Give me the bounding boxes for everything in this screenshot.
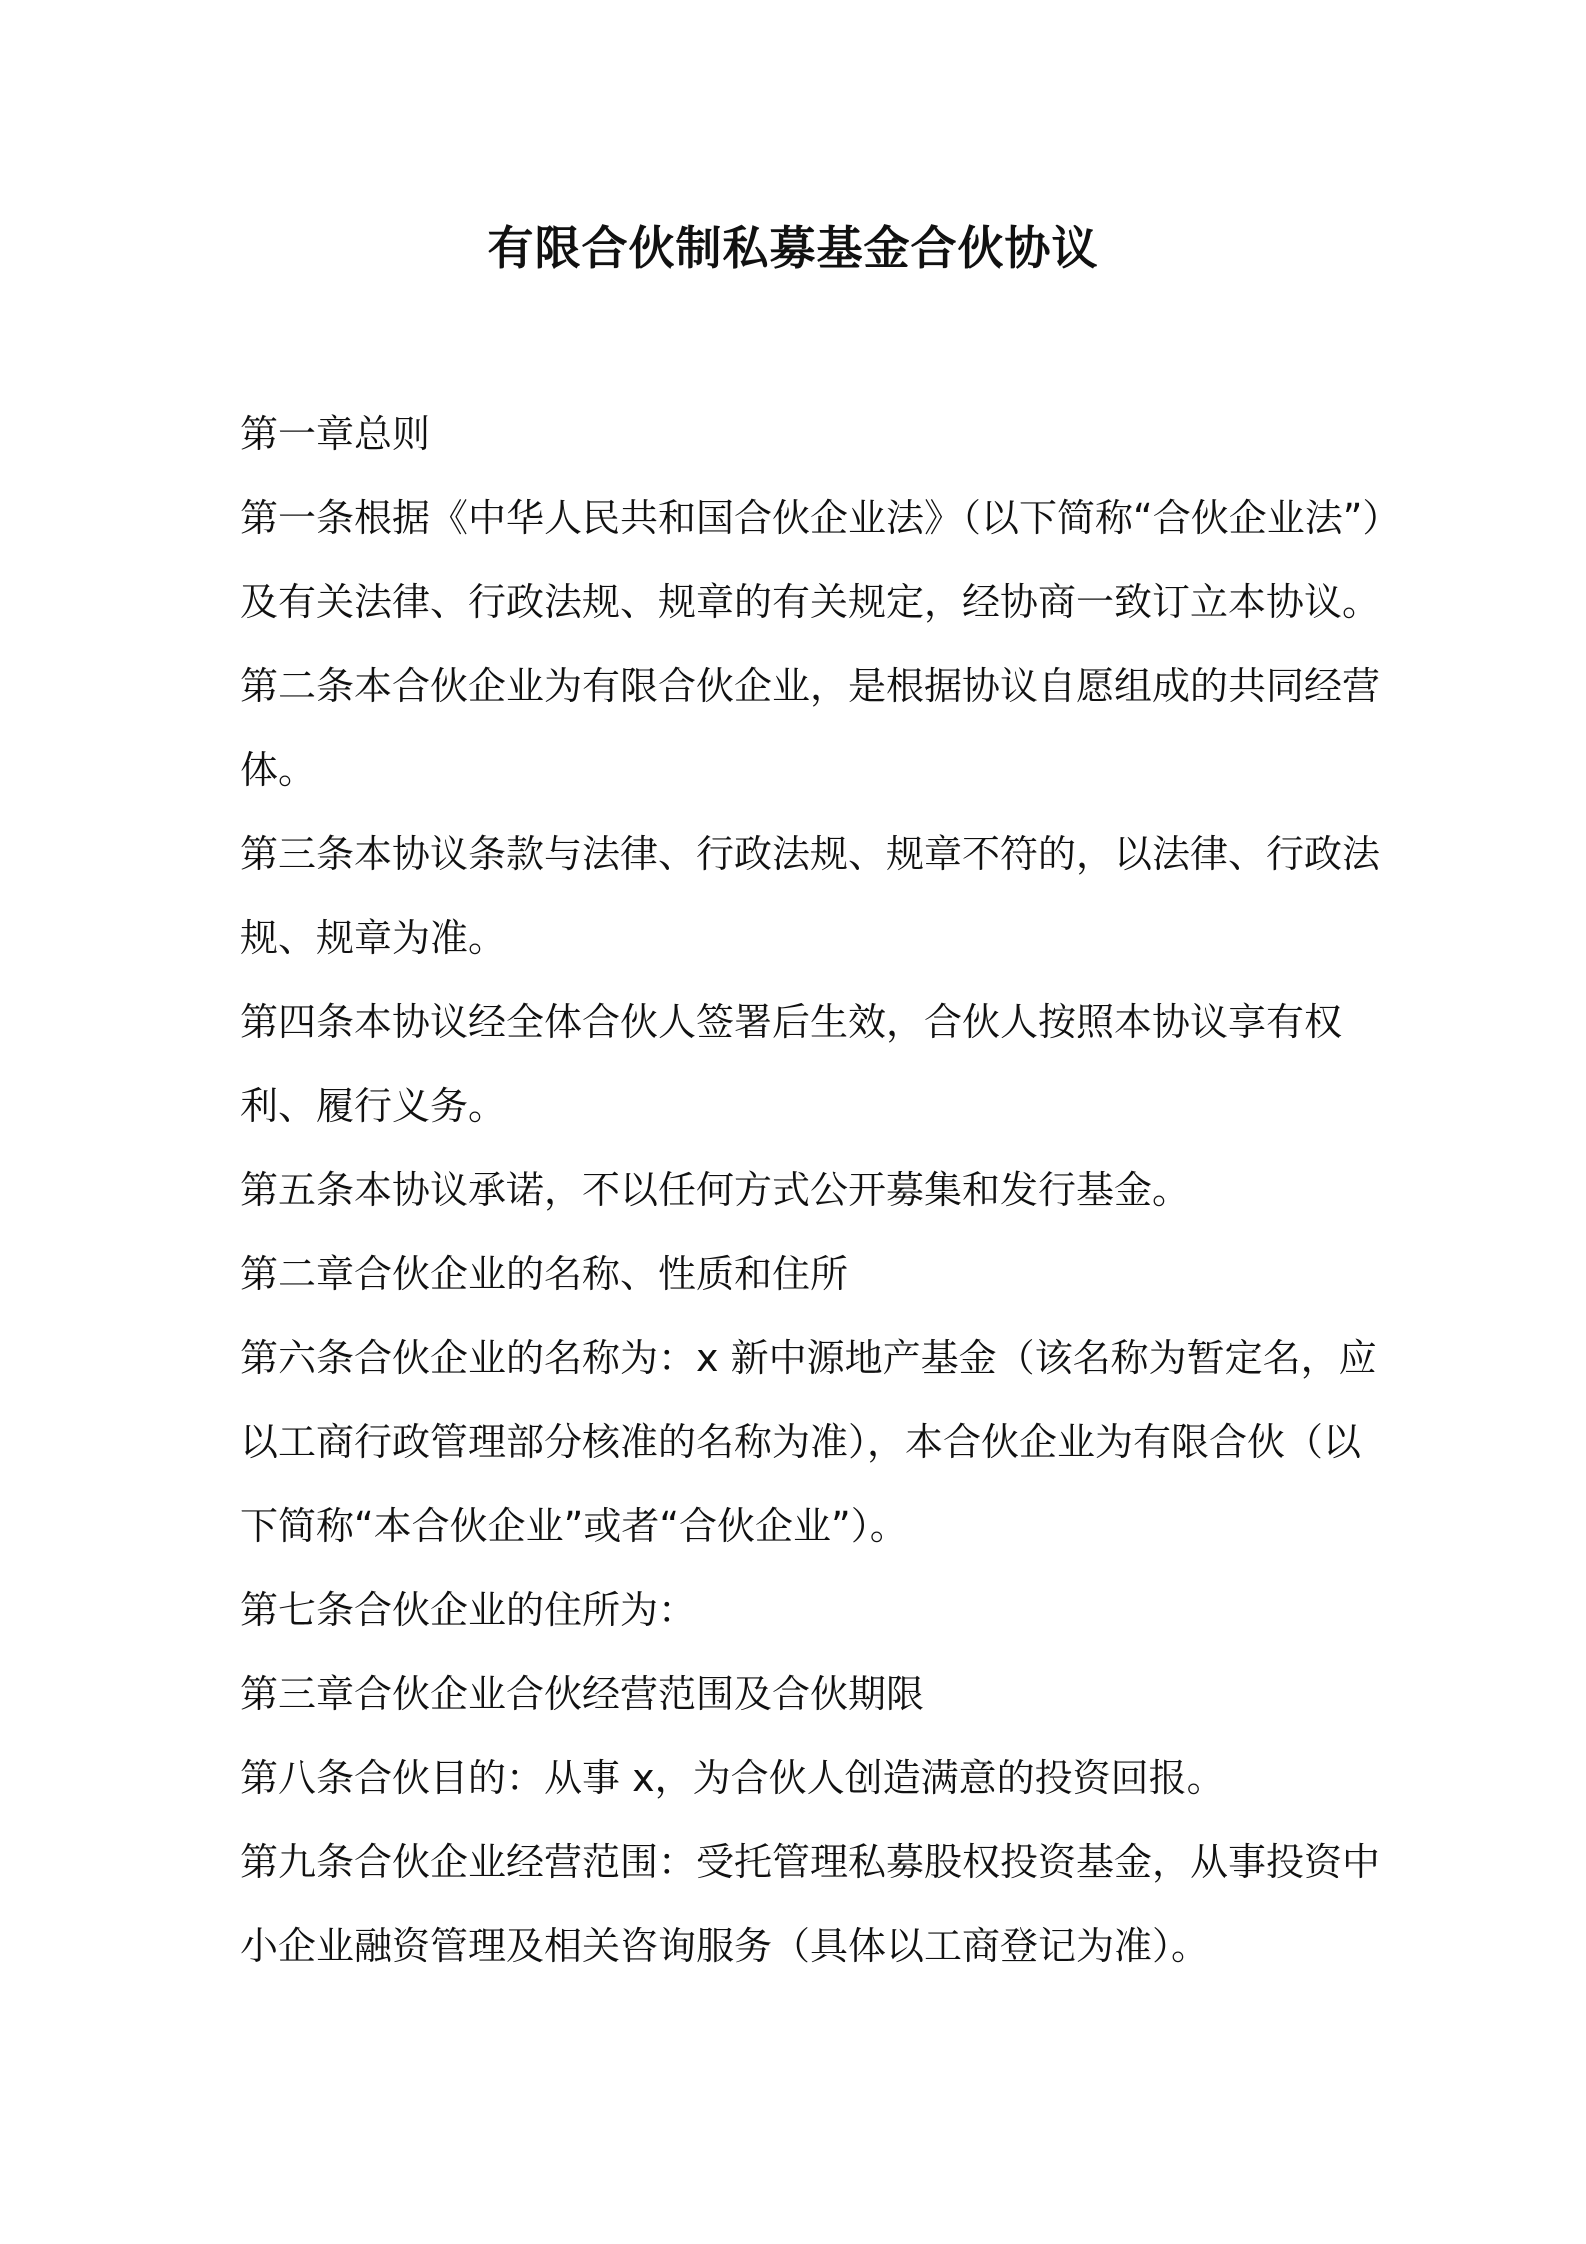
body-line: 第二条本合伙企业为有限合伙企业，是根据协议自愿组成的共同经营 [240, 664, 1381, 708]
body-line: 第四条本协议经全体合伙人签署后生效，合伙人按照本协议享有权 [240, 1000, 1343, 1044]
body-line: 第七条合伙企业的住所为： [240, 1588, 697, 1632]
body-line: 下简称“本合伙企业”或者“合伙企业”）。 [240, 1504, 908, 1548]
body-line: 及有关法律、行政法规、规章的有关规定，经协商一致订立本协议。 [240, 580, 1381, 624]
body-line: 第九条合伙企业经营范围：受托管理私募股权投资基金，从事投资中 [240, 1840, 1381, 1884]
body-line: 规、规章为准。 [240, 916, 507, 960]
body-line: 利、履行义务。 [240, 1084, 507, 1128]
chapter-heading: 第一章总则 [240, 412, 431, 456]
body-line: 第三条本协议条款与法律、行政法规、规章不符的，以法律、行政法 [240, 832, 1381, 876]
document-body [240, 392, 1401, 1988]
body-line: 以工商行政管理部分核准的名称为准），本合伙企业为有限合伙（以 [240, 1420, 1362, 1464]
body-line: 第五条本协议承诺，不以任何方式公开募集和发行基金。 [240, 1168, 1191, 1212]
document-title: 有限合伙制私募基金合伙协议 [487, 221, 1099, 275]
body-line: 第六条合伙企业的名称为：x 新中源地产基金（该名称为暂定名，应 [240, 1336, 1377, 1380]
body-line: 体。 [240, 748, 317, 792]
body-line: 小企业融资管理及相关咨询服务（具体以工商登记为准）。 [240, 1924, 1210, 1968]
body-line: 第一条根据《中华人民共和国合伙企业法》（以下简称“合伙企业法”） [240, 496, 1401, 540]
chapter-heading: 第二章合伙企业的名称、性质和住所 [240, 1252, 849, 1296]
body-line: 第八条合伙目的：从事 x，为合伙人创造满意的投资回报。 [240, 1756, 1225, 1800]
chapter-heading: 第三章合伙企业合伙经营范围及合伙期限 [240, 1672, 925, 1716]
